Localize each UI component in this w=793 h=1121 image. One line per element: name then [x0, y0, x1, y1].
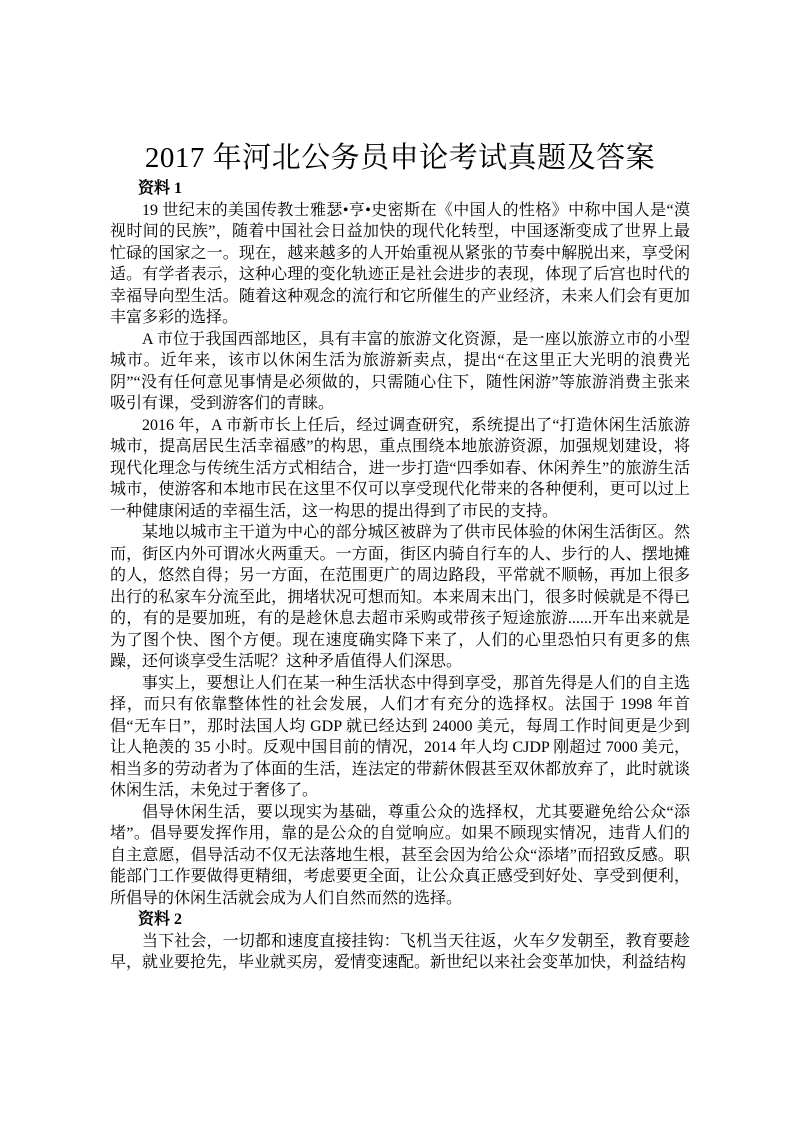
paragraph-3: 2016 年，A 市新市长上任后，经过调查研究，系统提出了“打造休闲生活旅游城市，提高居民生活幸福感”的构思，重点围绕本地旅游资源，加强规划建设，将现代化理念与传统生活方式相结合，进一步打造“四季如春、休闲养生”的旅游生活城市，使游客和本地市民在这里不仅可以享受现代化带来的各种便利，更可以过上一种健康闲适的幸福生活，这一构思的提出得到了市民的支持。 — [110, 416, 690, 520]
paragraph-4: 某地以城市主干道为中心的部分城区被辟为了供市民体验的休闲生活街区。然而，街区内外可谓冰火两重天。一方面，街区内骑自行车的人、步行的人、摆地摊的人，悠然自得；另一方面，在范围更广的周边路段，平常就不顺畅，再加上很多出行的私家车分流至此，拥堵状况可想而知。本来周末出门，很多时候就是不得已的，有的是要加班，有的是趁休息去超市采购或带孩子短途旅游......开车出来就是为了图个快、图个方便。现在速度确实降下来了，人们的心里恐怕只有更多的焦躁，还何谈享受生活呢？这种矛盾值得人们深思。 — [110, 524, 690, 670]
paragraph-2: A 市位于我国西部地区，具有丰富的旅游文化资源，是一座以旅游立市的小型城市。近年来，该市以休闲生活为旅游新卖点，提出“在这里正大光明的浪费光阴”“没有任何意见事情是必须做的，只需随心住下，随性闲游”等旅游消费主张来吸引有课，受到游客们的青睐。 — [110, 330, 690, 412]
section-2-heading: 资料 2 — [138, 911, 183, 928]
paragraph-1: 19 世纪末的美国传教士雅瑟•亨•史密斯在《中国人的性格》中称中国人是“漠视时间的民族”，随着中国社会日益加快的现代化转型，中国逐渐变成了世界上最忙碌的国家之一。现在，越来越多的人开始重视从紧张的节奏中解脱出来，享受闲适。有学者表示，这种心理的变化轨迹正是社会进步的表现，体现了后宫也时代的幸福导向型生活。随着这种观念的流行和它所催生的产业经济，未来人们会有更加丰富多彩的选择。 — [110, 201, 690, 326]
paragraph-6: 倡导休闲生活，要以现实为基础，尊重公众的选择权，尤其要避免给公众“添堵”。倡导要发挥作用，靠的是公众的自觉响应。如果不顾现实情况，违背人们的自主意愿，倡导活动不仅无法落地生根，甚至会因为给公众“添堵”而招致反感。职能部门工作要做得更精细，考虑要更全面，让公众真正感受到好处、享受到便利，所倡导的休闲生活就会成为人们自然而然的选择。 — [110, 803, 690, 907]
paragraph-5: 事实上，要想让人们在某一种生活状态中得到享受，那首先得是人们的自主选择，而只有依靠整体性的社会发展，人们才有充分的选择权。法国于 1998 年首倡“无车日”，那时法国人均 GDP 就已经达到 24000 美元，每周工作时间更是少到让人艳羡的 35 小时。反观中国目前的情况，2014 年人均 CJDP 刚超过 7000 美元，相当多的劳动者为了体面的生活，连法定的带薪休假甚至双休都放弃了，此时就谈休闲生活，未免过于奢侈了。 — [110, 674, 690, 799]
paragraph-7: 当下社会，一切都和速度直接挂钩：飞机当天往返，火车夕发朝至，教育要趁早，就业要抢先，毕业就买房，爱情变速配。新世纪以来社会变革加快，利益结构 — [110, 932, 690, 971]
section-material-2 — [110, 909, 690, 974]
section-material-1 — [110, 178, 690, 909]
section-1-heading: 资料 1 — [138, 180, 183, 197]
document-title: 2017 年河北公务员申论考试真题及答案 — [144, 142, 656, 174]
